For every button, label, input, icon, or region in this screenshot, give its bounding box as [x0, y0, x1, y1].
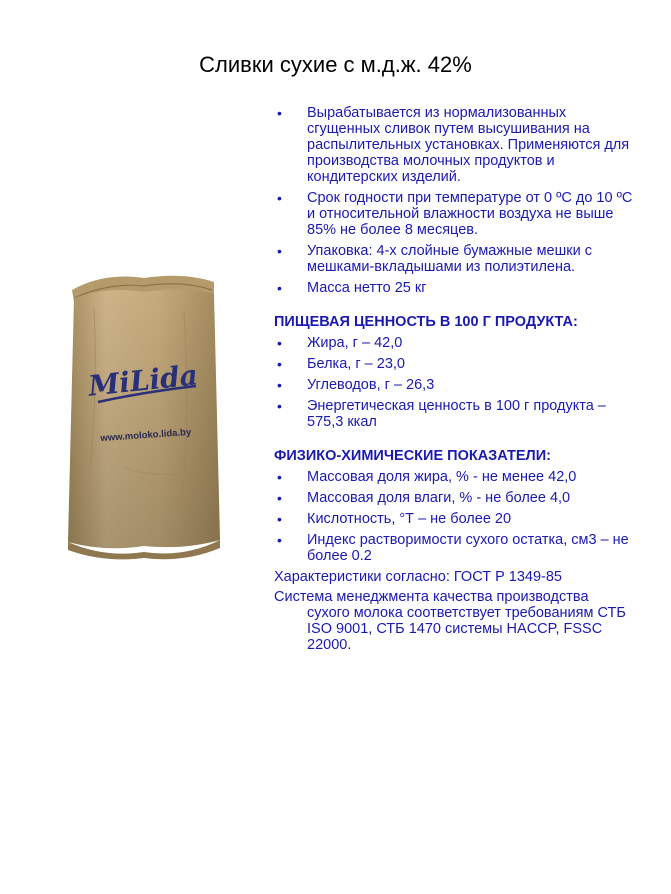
bullet-icon: • [277, 377, 282, 393]
list-item-text: Индекс растворимости сухого остатка, см3 – не более 0.2 [307, 532, 629, 564]
list-item-text: Массовая доля влаги, % - не более 4,0 [307, 490, 571, 506]
product-bag-image [64, 268, 224, 563]
list-item-text: Вырабатывается из нормализованных сгущенных сливок путем высушивания на распылительных установках. Применяются для производства молочных продуктов и кондитерских изделий. [307, 105, 630, 185]
bullet-icon: • [277, 469, 282, 485]
bullet-icon: • [277, 243, 282, 259]
description-list [274, 105, 634, 296]
list-item-text: Белка, г – 23,0 [307, 356, 405, 372]
physchem-list [274, 469, 634, 564]
list-item-text: Масса нетто 25 кг [307, 280, 427, 296]
list-item-text: Углеводов, г – 26,3 [307, 377, 435, 393]
list-item [274, 335, 634, 351]
list-item [274, 490, 634, 506]
list-item [274, 469, 634, 485]
bag-url-text: www.moloko.lida.by [100, 426, 192, 445]
list-item-text: Жира, г – 42,0 [307, 335, 403, 351]
list-item [274, 280, 634, 296]
content-column [274, 105, 634, 653]
list-item [274, 377, 634, 393]
bag-brand-logo: MiLida [86, 358, 200, 403]
standard-text: Характеристики согласно: ГОСТ Р 1349-85 [274, 569, 562, 585]
list-item [274, 532, 634, 564]
physchem-heading: ФИЗИКО-ХИМИЧЕСКИЕ ПОКАЗАТЕЛИ: [274, 448, 551, 464]
bullet-icon: • [277, 280, 282, 296]
list-item-text: Упаковка: 4-х слойные бумажные мешки с мешками-вкладышами из полиэтилена. [307, 243, 592, 275]
list-item-text: Кислотность, °Т – не более 20 [307, 511, 512, 527]
list-item [274, 398, 634, 430]
nutrition-list [274, 335, 634, 430]
page-title: Сливки сухие с м.д.ж. 42% [199, 52, 472, 77]
list-item-text: Энергетическая ценность в 100 г продукта – 575,3 ккал [307, 398, 606, 430]
bullet-icon: • [277, 532, 282, 548]
bullet-icon: • [277, 511, 282, 527]
bullet-icon: • [277, 190, 282, 206]
bullet-icon: • [277, 398, 282, 414]
list-item [274, 243, 634, 275]
quality-system-text: Система менеджмента качества производства сухого молока соответствует требованиям СТБ ISO 9001, СТБ 1470 системы HACCP, FSSC 22000. [274, 589, 626, 653]
bullet-icon: • [277, 490, 282, 506]
bullet-icon: • [277, 335, 282, 351]
list-item [274, 511, 634, 527]
list-item [274, 105, 634, 185]
list-item-text: Массовая доля жира, % - не менее 42,0 [307, 469, 577, 485]
list-item [274, 356, 634, 372]
nutrition-heading: ПИЩЕВАЯ ЦЕННОСТЬ В 100 Г ПРОДУКТА: [274, 314, 578, 330]
bullet-icon: • [277, 105, 282, 121]
bullet-icon: • [277, 356, 282, 372]
list-item-text: Срок годности при температуре от 0 ºС до 10 ºС и относительной влажности воздуха не выше 85% не более 8 месяцев. [307, 190, 633, 238]
list-item [274, 190, 634, 238]
